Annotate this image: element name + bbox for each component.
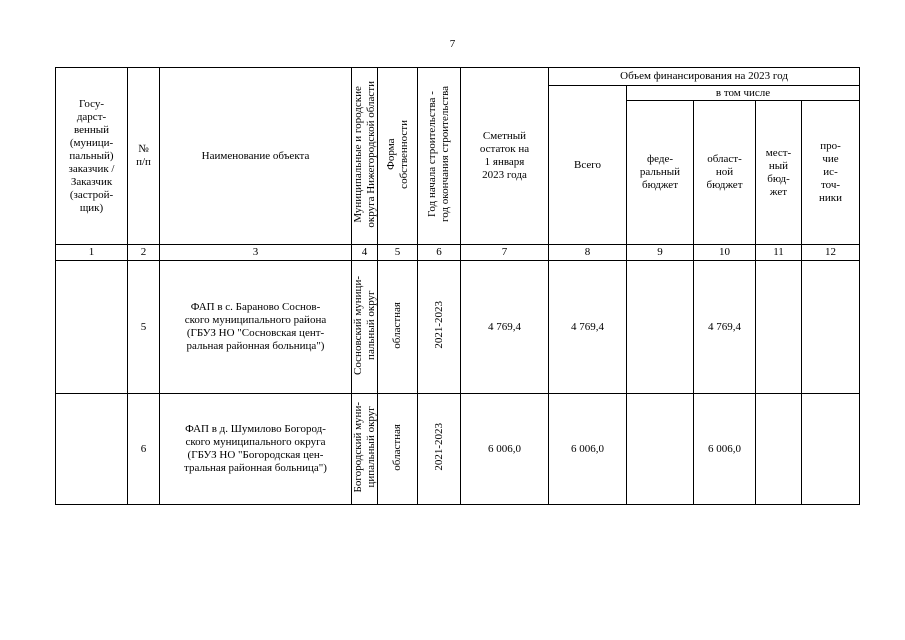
cell-object-name	[160, 261, 352, 394]
cell-other	[802, 261, 860, 394]
cell-years	[418, 394, 461, 505]
header-municipality	[352, 68, 378, 245]
header-total: Всего	[549, 86, 627, 245]
column-number: 8	[549, 245, 627, 261]
header-other	[802, 101, 860, 245]
column-number: 2	[128, 245, 160, 261]
cell-municipality	[352, 261, 378, 394]
cell-federal	[627, 394, 694, 505]
column-number: 12	[802, 245, 860, 261]
header-other-label: про- чие ис- точ- ники	[819, 140, 843, 204]
cell-object-name-text: ФАП в д. Шумилово Богород- ского муниципального округа (ГБУЗ НО "Богородская цен- тральная районная больница")	[184, 423, 327, 474]
table-row	[56, 261, 860, 394]
column-number: 11	[756, 245, 802, 261]
header-customer	[56, 68, 128, 245]
table-row	[56, 394, 860, 505]
column-number: 10	[694, 245, 756, 261]
header-estimated-balance-label: Сметный остаток на 1 января 2023 года	[479, 130, 530, 181]
column-number: 6	[418, 245, 461, 261]
header-municipality-label: Муниципальные и городские округа Нижегородской области	[352, 80, 377, 228]
header-years	[418, 68, 461, 245]
cell-years-text: 2021-2023	[432, 301, 445, 349]
header-local	[756, 101, 802, 245]
header-row-1	[56, 68, 860, 86]
column-number: 9	[627, 245, 694, 261]
header-ownership	[378, 68, 418, 245]
page-number: 7	[449, 38, 456, 50]
cell-regional: 6 006,0	[694, 394, 756, 505]
cell-federal	[627, 261, 694, 394]
cell-estimated-balance: 6 006,0	[461, 394, 549, 505]
cell-object-name-text: ФАП в с. Бараново Соснов- ского муниципального района (ГБУЗ НО "Сосновская цент- ральная районная больница")	[184, 301, 327, 352]
column-number: 5	[378, 245, 418, 261]
column-number: 7	[461, 245, 549, 261]
cell-other	[802, 394, 860, 505]
header-ownership-label: Форма собственности	[384, 119, 410, 189]
header-including: в том числе	[627, 86, 860, 101]
cell-total: 4 769,4	[549, 261, 627, 394]
cell-total: 6 006,0	[549, 394, 627, 505]
column-number: 4	[352, 245, 378, 261]
header-regional-label: област- ной бюджет	[706, 153, 743, 191]
financing-table	[55, 67, 860, 505]
cell-ownership	[378, 394, 418, 505]
cell-municipality-text: Сосновский муници- пальный округ	[352, 275, 377, 375]
cell-local	[756, 394, 802, 505]
cell-customer	[56, 394, 128, 505]
header-num-label: № п/п	[136, 143, 151, 168]
header-num	[128, 68, 160, 245]
header-federal	[627, 101, 694, 245]
header-years-label: Год начала строительства - год окончания строительства	[426, 86, 451, 222]
header-local-label: мест- ный бюд- жет	[765, 146, 792, 198]
header-regional	[694, 101, 756, 245]
cell-num: 6	[128, 394, 160, 505]
cell-years	[418, 261, 461, 394]
cell-ownership	[378, 261, 418, 394]
cell-customer	[56, 261, 128, 394]
cell-regional: 4 769,4	[694, 261, 756, 394]
column-number: 3	[160, 245, 352, 261]
header-customer-label: Госу- дарст- венный (муници- пальный) заказчик / Заказчик (застрой- щик)	[68, 97, 115, 214]
header-estimated-balance	[461, 68, 549, 245]
header-federal-label: феде- ральный бюджет	[639, 153, 681, 191]
column-number: 1	[56, 245, 128, 261]
header-object-name	[160, 68, 352, 245]
column-number-row	[56, 245, 860, 261]
cell-object-name	[160, 394, 352, 505]
cell-local	[756, 261, 802, 394]
cell-years-text: 2021-2023	[432, 423, 445, 471]
cell-ownership-text: областная	[391, 423, 403, 471]
cell-num: 5	[128, 261, 160, 394]
cell-ownership-text: областная	[391, 301, 403, 349]
cell-municipality	[352, 394, 378, 505]
cell-estimated-balance: 4 769,4	[461, 261, 549, 394]
header-object-name-label: Наименование объекта	[201, 149, 310, 162]
cell-municipality-text: Богородский муни- ципальный округ	[352, 401, 377, 493]
header-financing-volume: Объем финансирования на 2023 год	[549, 68, 860, 86]
